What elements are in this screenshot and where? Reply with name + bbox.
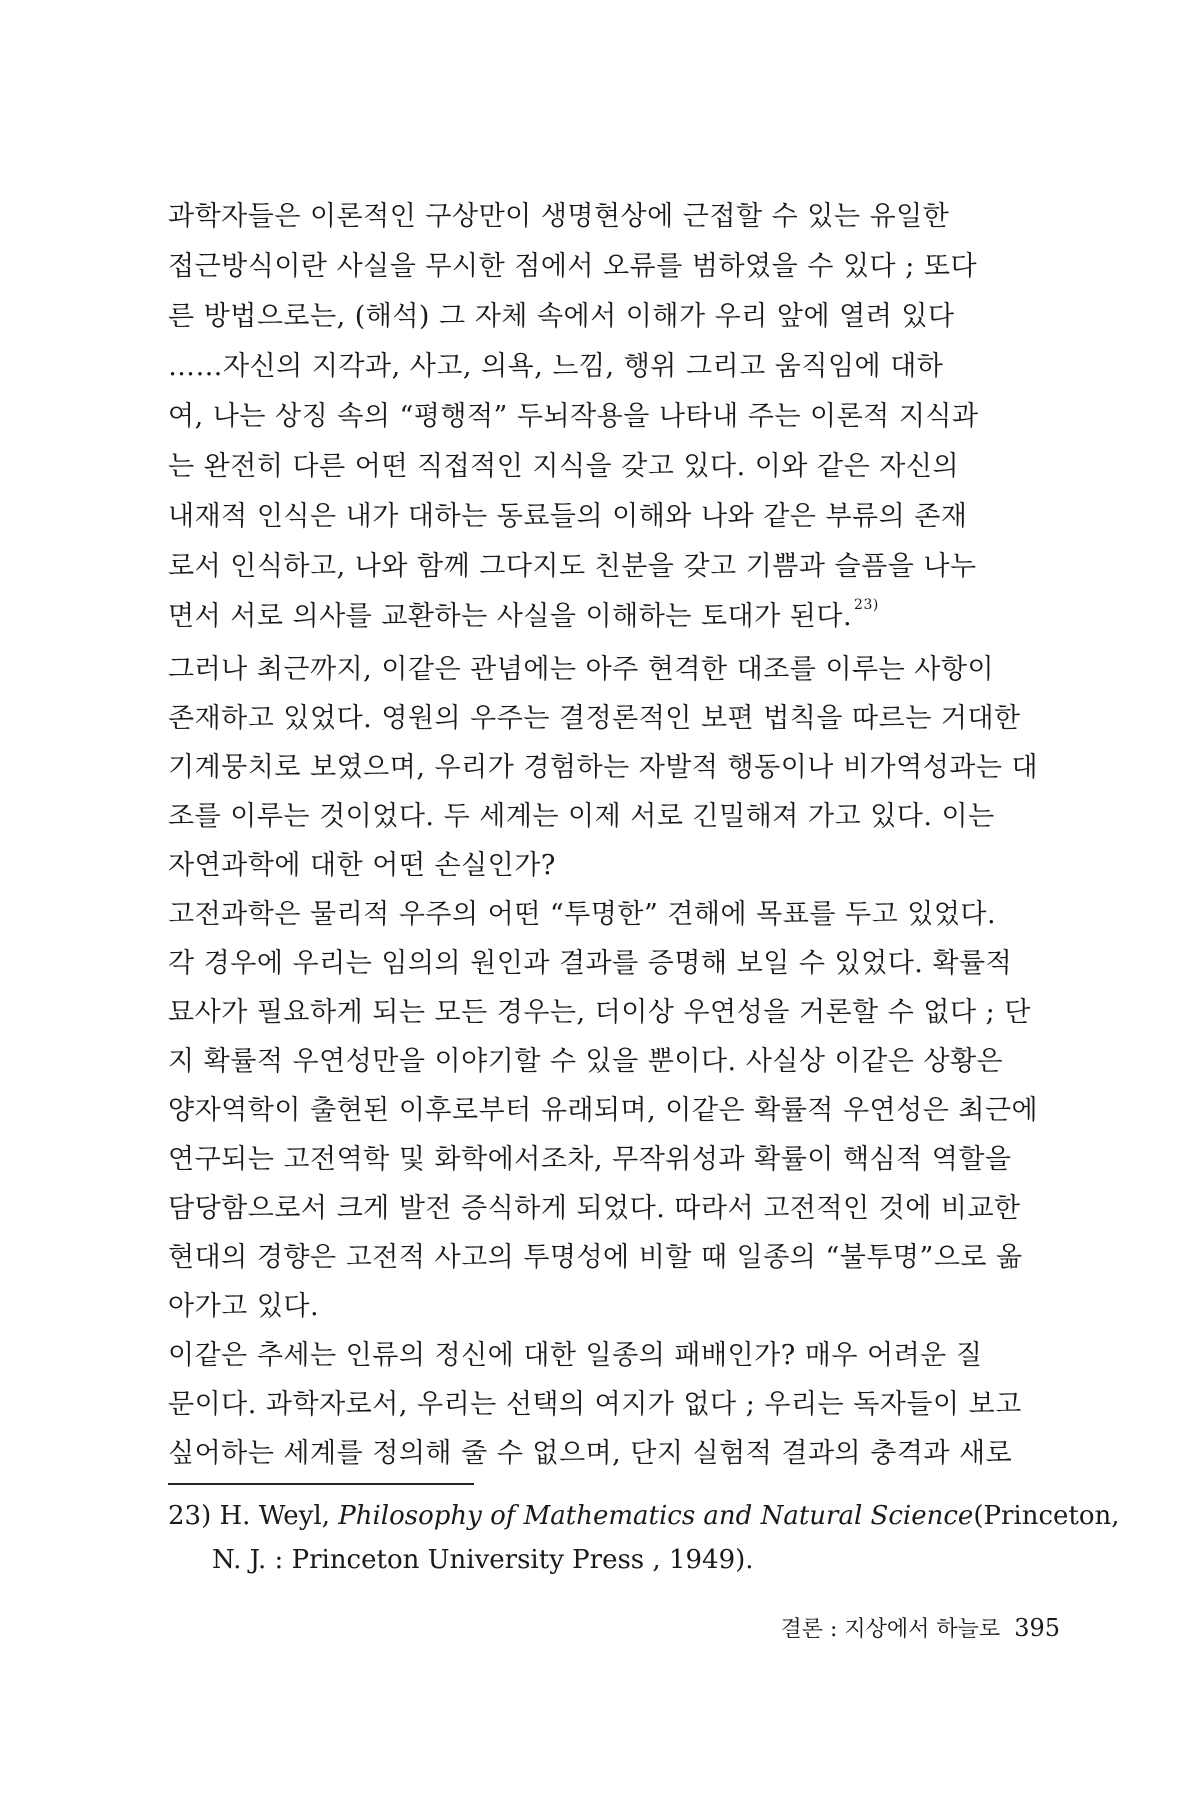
text-line: 싶어하는 세계를 정의해 줄 수 없으며, 단지 실험적 결과의 충격과 새로	[168, 1438, 1013, 1469]
text-line: 현대의 경향은 고전적 사고의 투명성에 비할 때 일종의 “불투명”으로 옮	[168, 1242, 1023, 1273]
quote-line: 로서 인식하고, 나와 함께 그다지도 친분을 갖고 기쁨과 슬픔을 나누	[168, 551, 977, 582]
footnote	[168, 1494, 1120, 1582]
text-line: 묘사가 필요하게 되는 모든 경우는, 더이상 우연성을 거론할 수 없다 ; 단	[168, 997, 1031, 1028]
quote-line: 는 완전히 다른 어떤 직접적인 지식을 갖고 있다. 이와 같은 자신의	[168, 451, 960, 482]
page-number: 395	[1014, 1614, 1060, 1642]
text-line: 그러나 최근까지, 이같은 관념에는 아주 현격한 대조를 이루는 사항이	[168, 654, 995, 685]
footnote-number: 23)	[168, 1501, 212, 1531]
footnote-divider	[168, 1483, 474, 1485]
quote-line: 접근방식이란 사실을 무시한 점에서 오류를 범하였을 수 있다 ; 또다	[168, 251, 978, 282]
text-line: 지 확률적 우연성만을 이야기할 수 있을 뿐이다. 사실상 이같은 상황은	[168, 1046, 1004, 1077]
running-footer	[781, 1612, 1060, 1643]
text-line: 문이다. 과학자로서, 우리는 선택의 여지가 없다 ; 우리는 독자들이 보고	[168, 1389, 1022, 1420]
footnote-reference: 23)	[854, 597, 879, 613]
text-line: 연구되는 고전역학 및 화학에서조차, 무작위성과 확률이 핵심적 역할을	[168, 1144, 1012, 1175]
text-line: 아가고 있다.	[168, 1291, 320, 1322]
text-line: 담당함으로서 크게 발전 증식하게 되었다. 따라서 고전적인 것에 비교한	[168, 1193, 1021, 1224]
text-line: 이같은 추세는 인류의 정신에 대한 일종의 패배인가? 매우 어려운 질	[168, 1340, 983, 1371]
chapter-title: 결론 : 지상에서 하늘로	[780, 1617, 1001, 1642]
footnote-publisher: N. J. : Princeton University Press , 1949).	[212, 1545, 754, 1575]
text-line: 존재하고 있었다. 영원의 우주는 결정론적인 보편 법칙을 따르는 거대한	[168, 703, 1021, 734]
quote-line: 과학자들은 이론적인 구상만이 생명현상에 근접할 수 있는 유일한	[168, 201, 950, 232]
body-text	[168, 645, 1056, 1478]
quote-line: 른 방법으로는, (해석) 그 자체 속에서 이해가 우리 앞에 열려 있다	[168, 301, 955, 332]
quote-line: 면서 서로 의사를 교환하는 사실을 이해하는 토대가 된다. $^{23)}$	[168, 597, 879, 632]
text-line: 기계뭉치로 보였으며, 우리가 경험하는 자발적 행동이나 비가역성과는 대	[168, 752, 1039, 783]
footnote-author: H. Weyl,	[219, 1501, 330, 1531]
footnote-title: Philosophy of Mathematics and Natural Science	[338, 1501, 974, 1531]
quote-line: ……자신의 지각과, 사고, 의욕, 느낌, 행위 그리고 움직임에 대하	[168, 351, 944, 382]
footnote-line	[168, 1494, 1120, 1538]
text-line: 각 경우에 우리는 임의의 원인과 결과를 증명해 보일 수 있었다. 확률적	[168, 948, 1013, 979]
text-line: 고전과학은 물리적 우주의 어떤 “투명한” 견해에 목표를 두고 있었다.	[168, 899, 997, 930]
block-quote	[168, 192, 1056, 642]
text-line: 자연과학에 대한 어떤 손실인가?	[168, 850, 556, 881]
footnote-line	[168, 1538, 1068, 1582]
footnote-publisher-start: (Princeton,	[973, 1501, 1120, 1531]
text-line: 양자역학이 출현된 이후로부터 유래되며, 이같은 확률적 우연성은 최근에	[168, 1095, 1039, 1126]
quote-line: 내재적 인식은 내가 대하는 동료들의 이해와 나와 같은 부류의 존재	[168, 501, 968, 532]
text-line: 조를 이루는 것이었다. 두 세계는 이제 서로 긴밀해져 가고 있다. 이는	[168, 801, 995, 832]
quote-line: 여, 나는 상징 속의 “평행적” 두뇌작용을 나타내 주는 이론적 지식과	[168, 401, 979, 432]
